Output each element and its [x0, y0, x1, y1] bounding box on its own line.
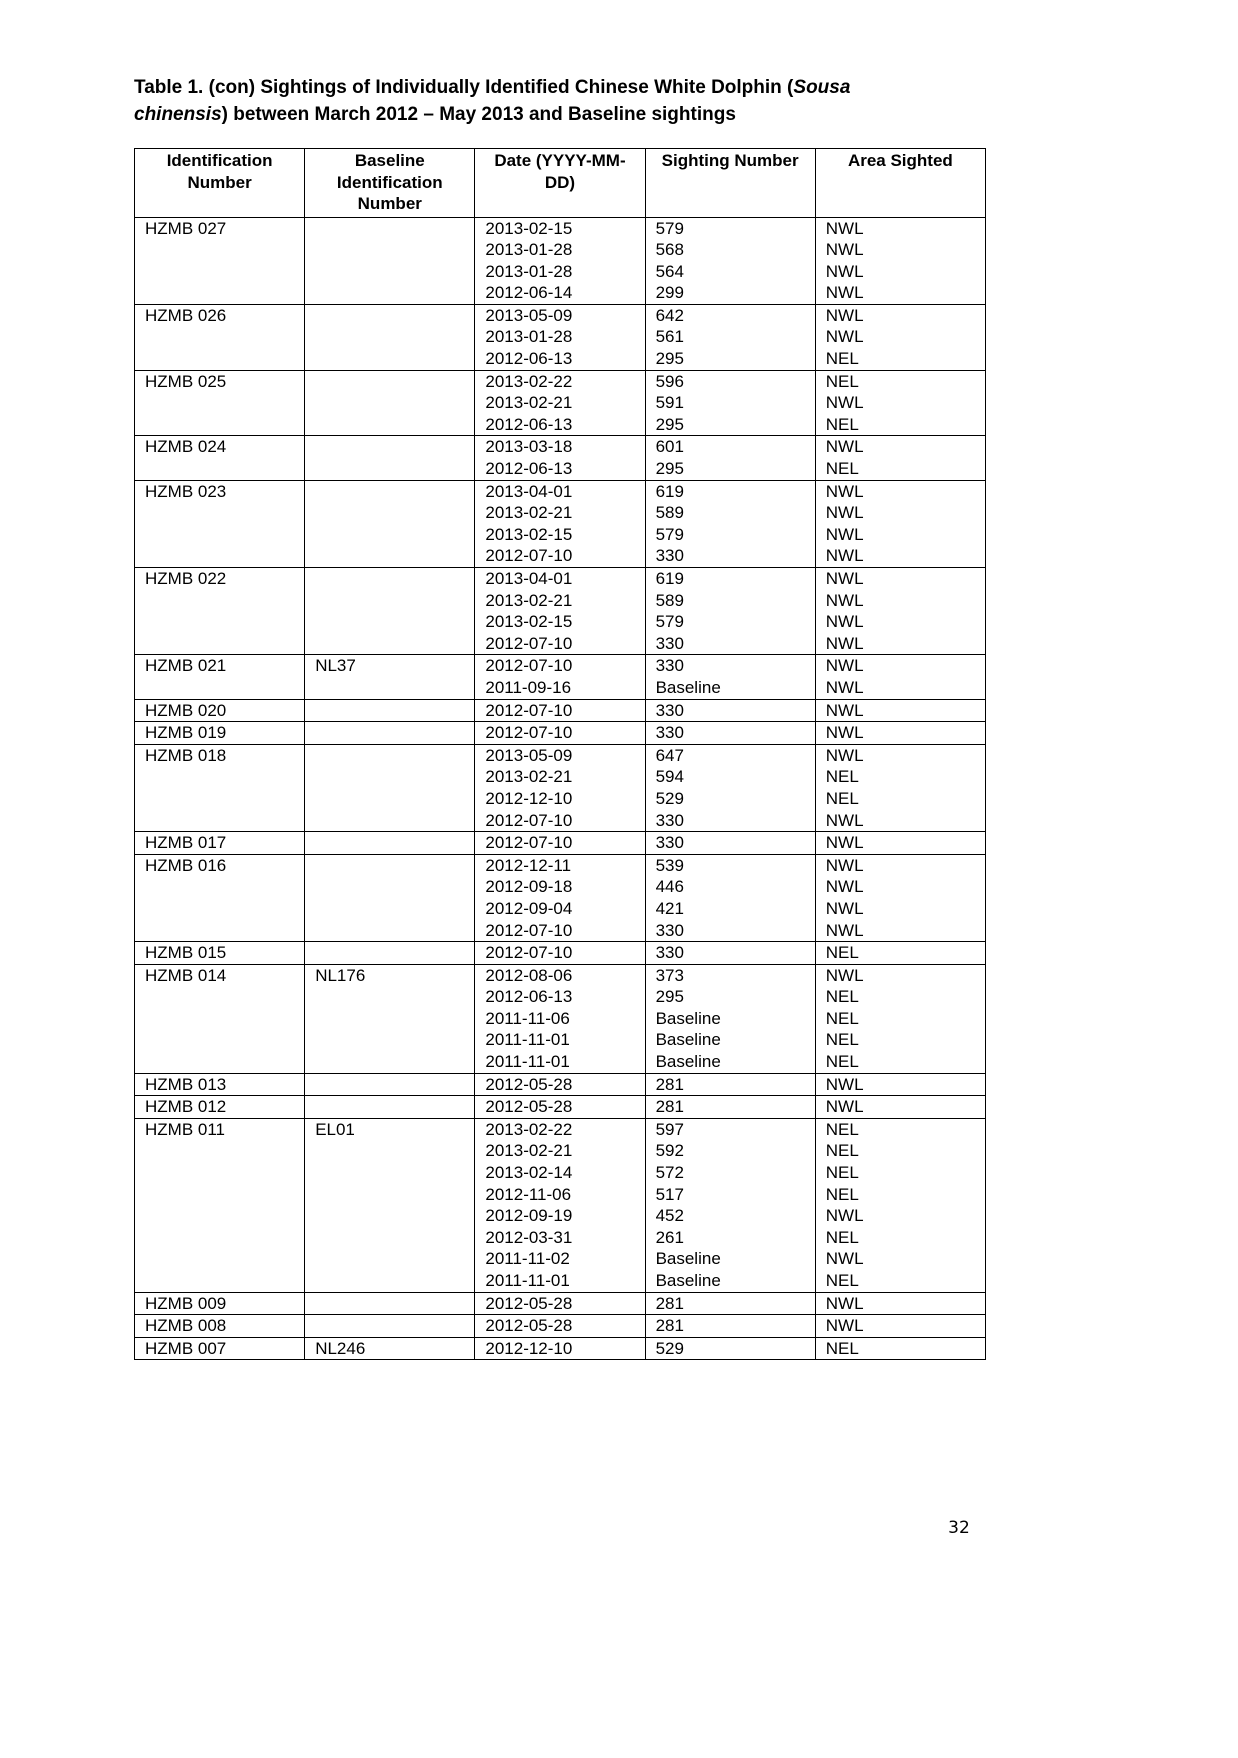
sighting-value: Baseline	[655, 1271, 721, 1290]
date-cell	[475, 1292, 645, 1315]
area-value: NWL	[825, 327, 864, 347]
sighting-number-cell	[645, 480, 815, 567]
date-value: 2011-11-01	[485, 1271, 570, 1290]
date-value: 2011-11-01	[485, 1030, 570, 1050]
area-value: NWL	[825, 833, 864, 853]
area-sighted-cell	[815, 217, 985, 304]
date-cell	[475, 832, 645, 855]
area-value: NWL	[825, 633, 864, 653]
date-value: 2012-07-10	[485, 656, 573, 676]
date-value: 2012-05-28	[485, 1097, 573, 1117]
sighting-value: 295	[655, 459, 684, 479]
sightings-table	[134, 148, 986, 1360]
area-value: NEL	[825, 788, 859, 808]
date-value: 2013-02-21	[485, 767, 573, 787]
sighting-value: 281	[655, 1074, 684, 1094]
sighting-value: 330	[655, 943, 684, 963]
sighting-value: 281	[655, 1293, 684, 1313]
sighting-value: 568	[655, 240, 684, 260]
area-value: NWL	[825, 810, 864, 830]
header-sighting-number: Sighting Number	[645, 149, 815, 218]
sighting-value: 330	[655, 833, 684, 853]
sighting-value: 330	[655, 920, 684, 940]
area-value: NWL	[825, 920, 864, 940]
table-row	[135, 854, 986, 941]
area-value: NEL	[825, 987, 859, 1007]
title-text-1: Table 1. (con) Sightings of Individually Identified Chinese White Dolphin (	[134, 77, 794, 98]
area-value: NEL	[825, 1141, 859, 1161]
sighting-value: 619	[655, 481, 684, 501]
date-value: 2012-09-18	[485, 877, 573, 897]
sighting-value: 561	[655, 327, 684, 347]
sighting-value: 295	[655, 349, 684, 369]
date-value: 2012-07-10	[485, 810, 573, 830]
identification-number-cell: HZMB 020	[135, 699, 305, 722]
date-cell	[475, 964, 645, 1073]
date-value: 2013-01-28	[485, 240, 573, 260]
area-value: NEL	[825, 1030, 859, 1050]
sighting-value: 529	[655, 1338, 684, 1358]
area-value: NEL	[825, 459, 859, 479]
date-value: 2013-04-01	[485, 569, 573, 588]
date-value: 2012-05-28	[485, 1074, 573, 1094]
date-value: 2013-02-21	[485, 503, 573, 523]
date-cell	[475, 1118, 645, 1292]
sighting-value: 330	[655, 656, 684, 676]
identification-number-cell: HZMB 022	[135, 568, 305, 655]
date-value: 2012-07-10	[485, 920, 573, 940]
date-value: 2013-02-14	[485, 1163, 573, 1183]
table-row	[135, 1337, 986, 1360]
header-area-sighted: Area Sighted	[815, 149, 985, 218]
sighting-number-cell	[645, 832, 815, 855]
area-sighted-cell	[815, 568, 985, 655]
area-value: NEL	[825, 1271, 859, 1290]
table-row	[135, 832, 986, 855]
area-value: NWL	[825, 590, 864, 610]
area-value: NWL	[825, 898, 864, 918]
date-value: 2013-02-15	[485, 524, 573, 544]
sighting-value: 572	[655, 1163, 684, 1183]
header-identification-number: Identification Number	[135, 149, 305, 218]
area-value: NWL	[825, 481, 864, 501]
baseline-id-cell	[305, 1315, 475, 1338]
date-value: 2013-02-22	[485, 371, 573, 391]
baseline-id-cell	[305, 832, 475, 855]
date-value: 2013-02-22	[485, 1119, 573, 1139]
sighting-number-cell	[645, 304, 815, 370]
sighting-number-cell	[645, 1096, 815, 1119]
sighting-value: 647	[655, 745, 684, 765]
sighting-number-cell	[645, 722, 815, 745]
date-value: 2013-05-09	[485, 745, 573, 765]
sighting-value: 330	[655, 810, 684, 830]
table-row	[135, 1118, 986, 1292]
sighting-value: Baseline	[655, 1052, 721, 1072]
sighting-value: 261	[655, 1227, 684, 1247]
baseline-id-cell	[305, 1073, 475, 1096]
date-value: 2012-06-13	[485, 349, 573, 369]
sighting-value: 281	[655, 1097, 684, 1117]
date-cell	[475, 942, 645, 965]
date-value: 2012-07-10	[485, 633, 573, 653]
date-cell	[475, 854, 645, 941]
date-value: 2013-01-28	[485, 327, 573, 347]
sighting-value: 579	[655, 524, 684, 544]
identification-number-cell: HZMB 016	[135, 854, 305, 941]
title-text-2: ) between March 2012 – May 2013 and Baseline sightings	[221, 104, 736, 125]
area-sighted-cell	[815, 722, 985, 745]
area-value: NWL	[825, 240, 864, 260]
sighting-value: 517	[655, 1184, 684, 1204]
baseline-id-cell	[305, 1292, 475, 1315]
sighting-value: 564	[655, 261, 684, 281]
date-cell	[475, 436, 645, 480]
date-cell	[475, 1315, 645, 1338]
date-value: 2012-06-13	[485, 459, 573, 479]
table-row	[135, 699, 986, 722]
date-value: 2013-02-21	[485, 393, 573, 413]
date-value: 2013-01-28	[485, 261, 573, 281]
identification-number-cell: HZMB 026	[135, 304, 305, 370]
sighting-value: 619	[655, 569, 684, 588]
date-value: 2012-07-10	[485, 723, 573, 743]
identification-number-cell: HZMB 012	[135, 1096, 305, 1119]
date-cell	[475, 655, 645, 699]
identification-number-cell: HZMB 019	[135, 722, 305, 745]
area-value: NEL	[825, 349, 859, 369]
title-species-epithet: chinensis	[134, 104, 222, 125]
sighting-number-cell	[645, 1315, 815, 1338]
identification-number-cell: HZMB 023	[135, 480, 305, 567]
sighting-value: Baseline	[655, 677, 721, 697]
area-value: NWL	[825, 1293, 864, 1313]
header-baseline-identification-number: Baseline Identification Number	[305, 149, 475, 218]
date-value: 2013-02-15	[485, 218, 573, 238]
sighting-value: 594	[655, 767, 684, 787]
area-sighted-cell	[815, 1073, 985, 1096]
date-value: 2012-08-06	[485, 965, 573, 985]
area-value: NWL	[825, 393, 864, 413]
date-cell	[475, 744, 645, 831]
sighting-value: 330	[655, 723, 684, 743]
area-value: NWL	[825, 745, 864, 765]
area-value: NEL	[825, 371, 859, 391]
baseline-id-cell: EL01	[305, 1118, 475, 1292]
date-value: 2012-09-04	[485, 898, 573, 918]
table-row	[135, 722, 986, 745]
date-value: 2012-03-31	[485, 1227, 573, 1247]
baseline-id-cell	[305, 942, 475, 965]
area-value: NWL	[825, 1097, 864, 1117]
table-row	[135, 568, 986, 655]
area-value: NWL	[825, 855, 864, 875]
sighting-number-cell	[645, 655, 815, 699]
area-value: NEL	[825, 1008, 859, 1028]
area-value: NWL	[825, 305, 864, 325]
identification-number-cell: HZMB 008	[135, 1315, 305, 1338]
area-value: NEL	[825, 1227, 859, 1247]
table-title	[134, 74, 994, 128]
sighting-number-cell	[645, 1292, 815, 1315]
sighting-value: 295	[655, 987, 684, 1007]
area-sighted-cell	[815, 436, 985, 480]
page-number: 32	[948, 1518, 970, 1538]
sighting-value: 589	[655, 590, 684, 610]
sighting-value: 421	[655, 898, 684, 918]
sighting-value: Baseline	[655, 1249, 721, 1269]
area-sighted-cell	[815, 744, 985, 831]
table-row	[135, 370, 986, 436]
baseline-id-cell: NL176	[305, 964, 475, 1073]
date-value: 2013-05-09	[485, 305, 573, 325]
date-value: 2012-12-11	[485, 855, 572, 875]
baseline-id-cell	[305, 568, 475, 655]
date-cell	[475, 568, 645, 655]
identification-number-cell: HZMB 013	[135, 1073, 305, 1096]
area-sighted-cell	[815, 370, 985, 436]
area-sighted-cell	[815, 480, 985, 567]
sighting-value: 452	[655, 1206, 684, 1226]
sighting-value: 539	[655, 855, 684, 875]
identification-number-cell: HZMB 009	[135, 1292, 305, 1315]
sighting-number-cell	[645, 1073, 815, 1096]
area-sighted-cell	[815, 1096, 985, 1119]
date-cell	[475, 699, 645, 722]
area-value: NWL	[825, 877, 864, 897]
area-value: NEL	[825, 1052, 859, 1072]
baseline-id-cell	[305, 722, 475, 745]
sighting-value: 579	[655, 218, 684, 238]
area-sighted-cell	[815, 964, 985, 1073]
area-sighted-cell	[815, 1292, 985, 1315]
area-sighted-cell	[815, 1337, 985, 1360]
area-value: NWL	[825, 503, 864, 523]
baseline-id-cell: NL37	[305, 655, 475, 699]
area-value: NEL	[825, 1163, 859, 1183]
date-cell	[475, 480, 645, 567]
area-value: NWL	[825, 283, 864, 303]
date-cell	[475, 370, 645, 436]
area-value: NEL	[825, 414, 859, 434]
sighting-value: 597	[655, 1119, 684, 1139]
sighting-number-cell	[645, 942, 815, 965]
date-cell	[475, 722, 645, 745]
identification-number-cell: HZMB 025	[135, 370, 305, 436]
table-row	[135, 1096, 986, 1119]
table-row	[135, 1315, 986, 1338]
date-value: 2012-09-19	[485, 1206, 573, 1226]
date-value: 2012-12-10	[485, 788, 573, 808]
sighting-number-cell	[645, 1118, 815, 1292]
date-value: 2012-05-28	[485, 1293, 573, 1313]
baseline-id-cell	[305, 1096, 475, 1119]
date-value: 2012-06-13	[485, 987, 573, 1007]
baseline-id-cell	[305, 699, 475, 722]
baseline-id-cell	[305, 370, 475, 436]
sighting-value: 330	[655, 546, 684, 566]
sighting-number-cell	[645, 370, 815, 436]
sighting-value: 601	[655, 437, 684, 457]
area-value: NWL	[825, 677, 864, 697]
area-sighted-cell	[815, 854, 985, 941]
date-value: 2012-07-10	[485, 700, 573, 720]
baseline-id-cell	[305, 436, 475, 480]
table-row	[135, 1073, 986, 1096]
sighting-value: 579	[655, 612, 684, 632]
date-value: 2012-12-10	[485, 1338, 573, 1358]
sighting-value: Baseline	[655, 1030, 721, 1050]
area-value: NEL	[825, 943, 859, 963]
area-value: NEL	[825, 767, 859, 787]
area-value: NWL	[825, 437, 864, 457]
area-sighted-cell	[815, 1118, 985, 1292]
baseline-id-cell	[305, 744, 475, 831]
identification-number-cell: HZMB 024	[135, 436, 305, 480]
date-value: 2011-11-02	[485, 1249, 570, 1269]
area-value: NWL	[825, 700, 864, 720]
area-value: NWL	[825, 546, 864, 566]
area-value: NWL	[825, 965, 864, 985]
identification-number-cell: HZMB 021	[135, 655, 305, 699]
sighting-value: 596	[655, 371, 684, 391]
date-cell	[475, 1096, 645, 1119]
sighting-value: 281	[655, 1316, 684, 1336]
identification-number-cell: HZMB 014	[135, 964, 305, 1073]
area-sighted-cell	[815, 655, 985, 699]
sighting-number-cell	[645, 568, 815, 655]
header-date: Date (YYYY-MM-DD)	[475, 149, 645, 218]
date-value: 2011-11-06	[485, 1008, 570, 1028]
area-value: NWL	[825, 261, 864, 281]
area-value: NWL	[825, 524, 864, 544]
date-value: 2012-11-06	[485, 1184, 572, 1204]
identification-number-cell: HZMB 017	[135, 832, 305, 855]
table-body	[135, 217, 986, 1360]
sighting-value: 446	[655, 877, 684, 897]
table-row	[135, 304, 986, 370]
date-value: 2012-06-14	[485, 283, 573, 303]
table-row	[135, 217, 986, 304]
area-sighted-cell	[815, 832, 985, 855]
sighting-value: Baseline	[655, 1008, 721, 1028]
sighting-number-cell	[645, 854, 815, 941]
area-value: NWL	[825, 723, 864, 743]
sighting-value: 592	[655, 1141, 684, 1161]
sighting-number-cell	[645, 1337, 815, 1360]
table-row	[135, 655, 986, 699]
date-value: 2013-04-01	[485, 481, 573, 501]
date-value: 2012-07-10	[485, 833, 573, 853]
area-value: NEL	[825, 1119, 859, 1139]
date-value: 2013-02-21	[485, 1141, 573, 1161]
date-value: 2012-05-28	[485, 1316, 573, 1336]
identification-number-cell: HZMB 018	[135, 744, 305, 831]
table-row	[135, 436, 986, 480]
sighting-value: 299	[655, 283, 684, 303]
identification-number-cell: HZMB 027	[135, 217, 305, 304]
identification-number-cell: HZMB 007	[135, 1337, 305, 1360]
table-header-row	[135, 149, 986, 218]
sighting-value: 330	[655, 700, 684, 720]
table-row	[135, 964, 986, 1073]
sighting-number-cell	[645, 964, 815, 1073]
area-value: NWL	[825, 1249, 864, 1269]
area-value: NWL	[825, 218, 864, 238]
table-row	[135, 480, 986, 567]
date-value: 2012-06-13	[485, 414, 573, 434]
sighting-value: 589	[655, 503, 684, 523]
baseline-id-cell	[305, 217, 475, 304]
sighting-number-cell	[645, 217, 815, 304]
sighting-number-cell	[645, 744, 815, 831]
date-cell	[475, 1073, 645, 1096]
baseline-id-cell	[305, 304, 475, 370]
area-value: NWL	[825, 1074, 864, 1094]
sighting-value: 591	[655, 393, 684, 413]
baseline-id-cell	[305, 480, 475, 567]
date-cell	[475, 304, 645, 370]
identification-number-cell: HZMB 015	[135, 942, 305, 965]
date-value: 2012-07-10	[485, 546, 573, 566]
area-value: NWL	[825, 1316, 864, 1336]
area-sighted-cell	[815, 699, 985, 722]
sighting-value: 373	[655, 965, 684, 985]
date-value: 2011-11-01	[485, 1052, 570, 1072]
baseline-id-cell: NL246	[305, 1337, 475, 1360]
area-value: NEL	[825, 1338, 859, 1358]
date-value: 2012-07-10	[485, 943, 573, 963]
area-sighted-cell	[815, 304, 985, 370]
area-value: NEL	[825, 1184, 859, 1204]
date-value: 2013-02-15	[485, 612, 573, 632]
sighting-number-cell	[645, 699, 815, 722]
date-value: 2013-02-21	[485, 590, 573, 610]
date-cell	[475, 217, 645, 304]
date-cell	[475, 1337, 645, 1360]
date-value: 2013-03-18	[485, 437, 573, 457]
area-value: NWL	[825, 656, 864, 676]
table-row	[135, 744, 986, 831]
title-species-genus: Sousa	[793, 77, 851, 98]
table-row	[135, 942, 986, 965]
area-value: NWL	[825, 612, 864, 632]
area-value: NWL	[825, 1206, 864, 1226]
sighting-value: 529	[655, 788, 684, 808]
sighting-number-cell	[645, 436, 815, 480]
identification-number-cell: HZMB 011	[135, 1118, 305, 1292]
sighting-value: 295	[655, 414, 684, 434]
sighting-value: 642	[655, 305, 684, 325]
date-value: 2011-09-16	[485, 677, 572, 697]
table-row	[135, 1292, 986, 1315]
sighting-value: 330	[655, 633, 684, 653]
area-sighted-cell	[815, 1315, 985, 1338]
area-value: NWL	[825, 569, 864, 588]
area-sighted-cell	[815, 942, 985, 965]
baseline-id-cell	[305, 854, 475, 941]
